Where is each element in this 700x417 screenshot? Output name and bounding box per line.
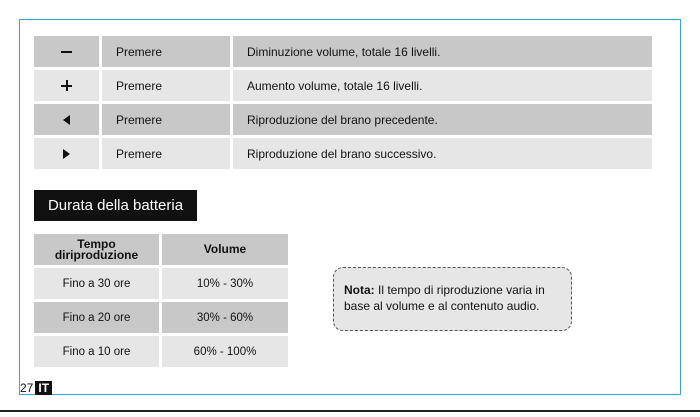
next-icon <box>63 149 70 159</box>
description-cell: Diminuzione volume, totale 16 livelli. <box>233 36 652 67</box>
minus-icon <box>61 51 72 53</box>
table-row <box>34 70 652 101</box>
battery-section-title: Durata della batteria <box>34 190 197 221</box>
description-cell: Riproduzione del brano successivo. <box>233 138 652 169</box>
volume-cell: 60% - 100% <box>162 336 288 367</box>
battery-table <box>34 234 288 370</box>
table-row <box>34 268 288 299</box>
symbol-cell <box>34 138 99 169</box>
symbol-cell <box>34 70 99 101</box>
note-box <box>333 267 572 331</box>
bottom-rule <box>0 410 700 412</box>
header-cell-time <box>34 234 159 265</box>
symbol-cell <box>34 36 99 67</box>
description-cell: Riproduzione del brano precedente. <box>233 104 652 135</box>
action-cell: Premere <box>102 138 230 169</box>
table-row <box>34 302 288 333</box>
symbol-cell <box>34 104 99 135</box>
button-function-table <box>34 36 652 172</box>
volume-cell: 30% - 60% <box>162 302 288 333</box>
table-row <box>34 336 288 367</box>
table-row <box>34 138 652 169</box>
table-row <box>34 36 652 67</box>
action-cell: Premere <box>102 36 230 67</box>
previous-icon <box>63 115 70 125</box>
action-cell: Premere <box>102 70 230 101</box>
page-number <box>19 381 52 395</box>
volume-cell: 10% - 30% <box>162 268 288 299</box>
time-cell: Fino a 30 ore <box>34 268 159 299</box>
description-cell: Aumento volume, totale 16 livelli. <box>233 70 652 101</box>
page-number-value: 27 <box>20 381 34 395</box>
header-time-label: Tempo diriproduzione <box>54 236 139 262</box>
table-row <box>34 104 652 135</box>
action-cell: Premere <box>102 104 230 135</box>
time-cell: Fino a 10 ore <box>34 336 159 367</box>
language-badge: IT <box>35 381 52 395</box>
header-cell-volume: Volume <box>162 234 288 265</box>
note-label: Nota: <box>344 283 375 297</box>
plus-icon <box>61 80 72 91</box>
time-cell: Fino a 20 ore <box>34 302 159 333</box>
table-header-row <box>34 234 288 265</box>
note-text: Il tempo di riproduzione varia in base al volume e al contenuto audio. <box>344 283 545 313</box>
